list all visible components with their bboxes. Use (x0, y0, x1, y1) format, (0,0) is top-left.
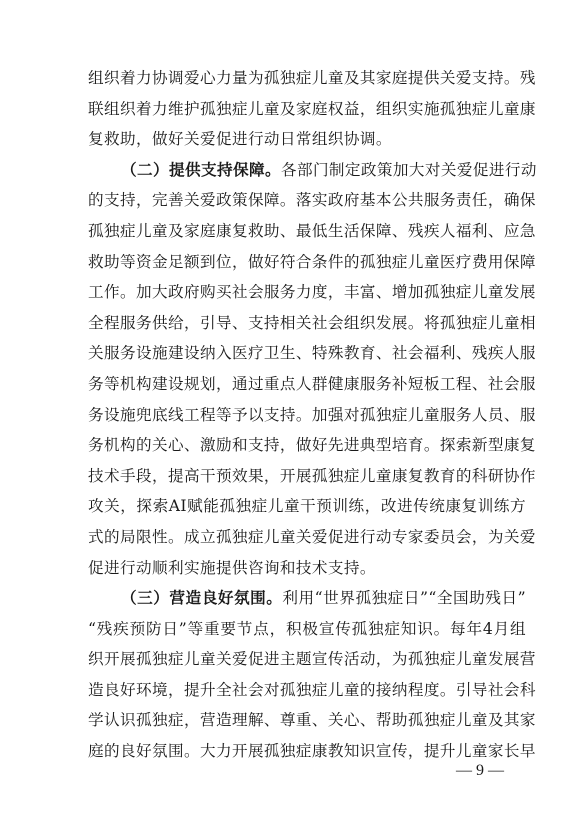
text-line: 技术手段，提高干预效果，开展孤独症儿童康复教育的科研协作 (88, 466, 536, 485)
text-line: 务机构的关心、激励和支持，做好先进典型培育。探索新型康复 (88, 436, 536, 455)
text-line: “残疾预防日”等重要节点，积极宣传孤独症知识。每年4月组 (88, 619, 526, 638)
text-line: 复救助，做好关爱促进行动日常组织协调。 (88, 130, 392, 149)
text-line: 组织着力协调爱心力量为孤独症儿童及其家庭提供关爱支持。残 (88, 69, 536, 87)
text-line: 工作。加大政府购买社会服务力度，丰富、增加孤独症儿童发展 (88, 283, 536, 302)
section-first-line (88, 155, 537, 186)
text-line: 联组织着力维护孤独症儿童及家庭权益，组织实施孤独症儿童康 (88, 99, 536, 118)
text-line: 全程服务供给，引导、支持相关社会组织发展。将孤独症儿童相 (88, 313, 536, 332)
text-line: 庭的良好氛围。大力开展孤独症康教知识宣传，提升儿童家长早 (88, 742, 536, 761)
section-lead-text: 利用“世界孤独症日”“全国助残日” (282, 589, 526, 608)
section-heading: （二）提供支持保障。 (121, 160, 281, 179)
section-first-line (88, 583, 526, 614)
text-line: 务等机构建设规划，通过重点人群健康服务补短板工程、社会服 (88, 374, 536, 393)
text-line: 织开展孤独症儿童关爱促进主题宣传活动，为孤独症儿童发展营 (88, 650, 536, 669)
text-line: 攻关，探索AI赋能孤独症儿童干预训练，改进传统康复训练方 (88, 497, 526, 516)
text-line: 促进行动顺利实施提供咨询和技术支持。 (88, 558, 376, 577)
text-line: 救助等资金足额到位，做好符合条件的孤独症儿童医疗费用保障 (88, 252, 536, 271)
page-number: — 9 — (456, 762, 504, 779)
section-provide-support (88, 155, 537, 583)
section-lead-text: 各部门制定政策加大对关爱促进行动 (280, 160, 537, 179)
section-create-atmosphere (88, 583, 536, 767)
text-line: 的支持，完善关爱政策保障。落实政府基本公共服务责任，确保 (88, 191, 536, 210)
text-line: 务设施兜底线工程等予以支持。加强对孤独症儿童服务人员、服 (88, 405, 536, 424)
text-line: 孤独症儿童及家庭康复救助、最低生活保障、残疾人福利、应急 (88, 221, 536, 240)
text-line: 式的局限性。成立孤独症儿童关爱促进行动专家委员会，为关爱 (88, 527, 536, 546)
document-page (88, 63, 537, 767)
text-line: 造良好环境，提升全社会对孤独症儿童的接纳程度。引导社会科 (88, 680, 536, 699)
text-line: 关服务设施建设纳入医疗卫生、特殊教育、社会福利、残疾人服 (88, 344, 536, 363)
section-heading: （三）营造良好氛围。 (121, 589, 283, 608)
paragraph-intro (88, 63, 536, 155)
text-line: 学认识孤独症，营造理解、尊重、关心、帮助孤独症儿童及其家 (88, 711, 536, 730)
